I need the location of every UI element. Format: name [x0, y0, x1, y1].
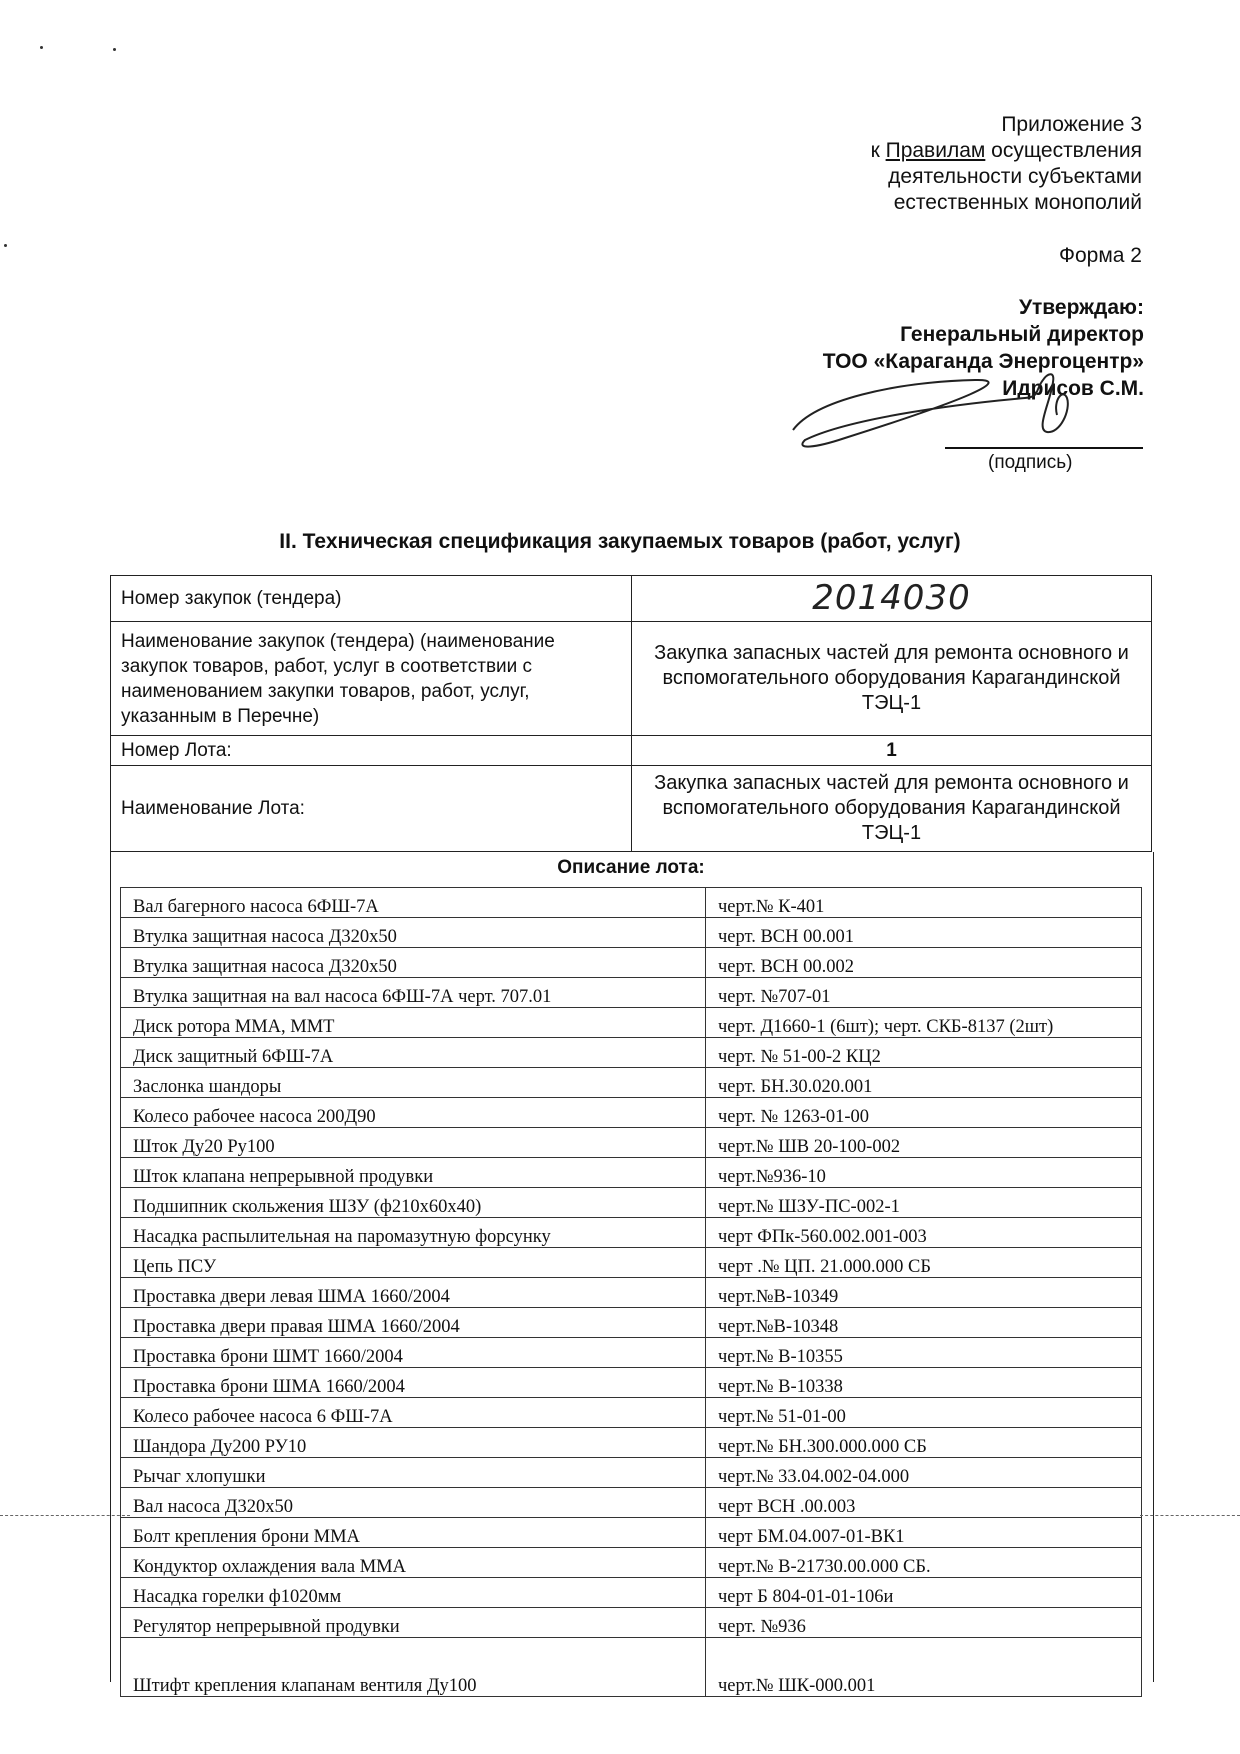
scan-speck — [4, 244, 7, 247]
scan-speck — [113, 48, 116, 51]
table-row — [121, 1068, 1142, 1098]
lot-name-label: Наименование Лота: — [111, 766, 632, 852]
scan-cut-line-right — [1140, 1515, 1240, 1516]
table-row — [121, 1308, 1142, 1338]
item-name: Втулка защитная насоса Д320х50 — [121, 948, 706, 978]
table-row — [121, 1518, 1142, 1548]
table-row — [121, 1458, 1142, 1488]
item-drawing-number: черт ФПк-560.002.001-003 — [706, 1218, 1142, 1248]
item-drawing-number: черт.№ ШЗУ-ПС-002-1 — [706, 1188, 1142, 1218]
table-row — [121, 1218, 1142, 1248]
tender-info-table — [110, 575, 1152, 852]
approval-title: Утверждаю: — [1018, 296, 1144, 319]
scan-cut-line-left — [0, 1515, 130, 1516]
item-drawing-number: черт.№ В-10355 — [706, 1338, 1142, 1368]
table-row — [121, 948, 1142, 978]
item-name: Кондуктор охлаждения вала ММА — [121, 1548, 706, 1578]
item-name: Проставка брони ШМА 1660/2004 — [121, 1368, 706, 1398]
item-name: Проставка брони ШМТ 1660/2004 — [121, 1338, 706, 1368]
item-drawing-number: черт.№ В-21730.00.000 СБ. — [706, 1548, 1142, 1578]
item-drawing-number: черт. Д1660-1 (6шт); черт. СКБ-8137 (2шт) — [706, 1008, 1142, 1038]
document-title: II. Техническая спецификация закупаемых товаров (работ, услуг) — [279, 530, 961, 553]
lot-number-value: 1 — [632, 736, 1152, 766]
table-row — [121, 978, 1142, 1008]
rules-link[interactable]: Правилам — [885, 139, 986, 162]
table-row — [121, 1338, 1142, 1368]
item-name: Шандора Ду200 РУ10 — [121, 1428, 706, 1458]
appendix-line-4: естественных монополий — [893, 191, 1142, 214]
approval-position: Генеральный директор — [900, 323, 1144, 346]
item-drawing-number: черт.№ 33.04.002-04.000 — [706, 1458, 1142, 1488]
item-name: Диск ротора ММА, ММТ — [121, 1008, 706, 1038]
item-drawing-number: черт.№ ШВ 20-100-002 — [706, 1128, 1142, 1158]
table-row — [121, 1488, 1142, 1518]
lot-number-label: Номер Лота: — [111, 736, 632, 766]
signature-caption: (подпись) — [988, 452, 1073, 473]
item-name: Шток Ду20 Ру100 — [121, 1128, 706, 1158]
item-drawing-number: черт. ВСН 00.002 — [706, 948, 1142, 978]
item-name: Вал насоса Д320х50 — [121, 1488, 706, 1518]
item-name: Штифт крепления клапанам вентиля Ду100 — [121, 1638, 706, 1697]
lot-number-row — [111, 736, 1152, 766]
item-drawing-number: черт. № 51-00-2 КЦ2 — [706, 1038, 1142, 1068]
tender-number-row — [111, 576, 1152, 622]
appendix-number: Приложение 3 — [1001, 113, 1142, 136]
signature-line — [945, 447, 1143, 449]
lot-name-value: Закупка запасных частей для ремонта основного и вспомогательного оборудования Карагандинской ТЭЦ-1 — [632, 766, 1152, 852]
item-drawing-number: черт. БН.30.020.001 — [706, 1068, 1142, 1098]
approval-company: ТОО «Караганда Энергоцентр» — [822, 350, 1144, 373]
item-name: Проставка двери левая ШМА 1660/2004 — [121, 1278, 706, 1308]
item-drawing-number: черт. №707-01 — [706, 978, 1142, 1008]
tender-name-value: Закупка запасных частей для ремонта основного и вспомогательного оборудования Карагандинской ТЭЦ-1 — [632, 622, 1152, 736]
lot-items-table — [120, 887, 1142, 1697]
item-drawing-number: черт.№ ШК-000.001 — [706, 1638, 1142, 1697]
item-drawing-number: черт БМ.04.007-01-ВК1 — [706, 1518, 1142, 1548]
tender-name-label: Наименование закупок (тендера) (наименование закупок товаров, работ, услуг в соответствии с наименованием закупки товаров, работ, услуг, указанным в Перечне) — [111, 622, 632, 736]
item-name: Болт крепления брони ММА — [121, 1518, 706, 1548]
table-row — [121, 1578, 1142, 1608]
item-name: Проставка двери правая ШМА 1660/2004 — [121, 1308, 706, 1338]
handwritten-signature — [785, 360, 1125, 470]
item-name: Насадка горелки ф1020мм — [121, 1578, 706, 1608]
item-drawing-number: черт. № 1263-01-00 — [706, 1098, 1142, 1128]
appendix-rules-line: к Правилам осуществления — [870, 139, 1142, 162]
item-name: Диск защитный 6ФШ-7А — [121, 1038, 706, 1068]
table-row — [121, 1128, 1142, 1158]
item-name: Шток клапана непрерывной продувки — [121, 1158, 706, 1188]
item-name: Колесо рабочее насоса 6 ФШ-7А — [121, 1398, 706, 1428]
item-drawing-number: черт ВСН .00.003 — [706, 1488, 1142, 1518]
item-drawing-number: черт.№936-10 — [706, 1158, 1142, 1188]
item-drawing-number: черт.№В-10348 — [706, 1308, 1142, 1338]
item-name: Втулка защитная насоса Д320х50 — [121, 918, 706, 948]
table-row — [121, 1008, 1142, 1038]
item-drawing-number: черт.№В-10349 — [706, 1278, 1142, 1308]
tender-number-value: 2014030 — [632, 576, 1152, 622]
item-drawing-number: черт.№ 51-01-00 — [706, 1398, 1142, 1428]
table-row — [121, 1278, 1142, 1308]
item-drawing-number: черт. ВСН 00.001 — [706, 918, 1142, 948]
table-row — [121, 1098, 1142, 1128]
lot-description-header: Описание лота: — [557, 857, 705, 878]
table-row — [121, 1638, 1142, 1697]
table-row — [121, 1188, 1142, 1218]
appendix-line-3: деятельности субъектами — [888, 165, 1142, 188]
item-name: Колесо рабочее насоса 200Д90 — [121, 1098, 706, 1128]
scan-speck — [40, 46, 43, 49]
item-name: Регулятор непрерывной продувки — [121, 1608, 706, 1638]
item-name: Заслонка шандоры — [121, 1068, 706, 1098]
item-name: Втулка защитная на вал насоса 6ФШ-7А черт. 707.01 — [121, 978, 706, 1008]
lot-name-row — [111, 766, 1152, 852]
item-drawing-number: черт.№ В-10338 — [706, 1368, 1142, 1398]
item-name: Рычаг хлопушки — [121, 1458, 706, 1488]
item-drawing-number: черт.№ БН.300.000.000 СБ — [706, 1428, 1142, 1458]
appendix-header — [871, 112, 1142, 216]
form-label: Форма 2 — [1059, 244, 1142, 267]
tender-number-label: Номер закупок (тендера) — [111, 576, 632, 622]
approval-person: Идрисов С.М. — [1002, 377, 1144, 400]
table-row — [121, 1158, 1142, 1188]
table-row — [121, 1608, 1142, 1638]
table-row — [121, 1368, 1142, 1398]
lot-items-body — [121, 888, 1142, 1697]
table-row — [121, 918, 1142, 948]
table-row — [121, 1038, 1142, 1068]
item-drawing-number: черт Б 804-01-01-106и — [706, 1578, 1142, 1608]
item-drawing-number: черт .№ ЦП. 21.000.000 СБ — [706, 1248, 1142, 1278]
item-name: Подшипник скольжения ШЗУ (ф210х60х40) — [121, 1188, 706, 1218]
table-row — [121, 1548, 1142, 1578]
tender-name-row — [111, 622, 1152, 736]
item-name: Вал багерного насоса 6ФШ-7А — [121, 888, 706, 918]
item-drawing-number: черт. №936 — [706, 1608, 1142, 1638]
table-row — [121, 1428, 1142, 1458]
table-row — [121, 1248, 1142, 1278]
item-name: Насадка распылительная на паромазутную форсунку — [121, 1218, 706, 1248]
item-drawing-number: черт.№ К-401 — [706, 888, 1142, 918]
item-name: Цепь ПСУ — [121, 1248, 706, 1278]
table-row — [121, 888, 1142, 918]
table-row — [121, 1398, 1142, 1428]
